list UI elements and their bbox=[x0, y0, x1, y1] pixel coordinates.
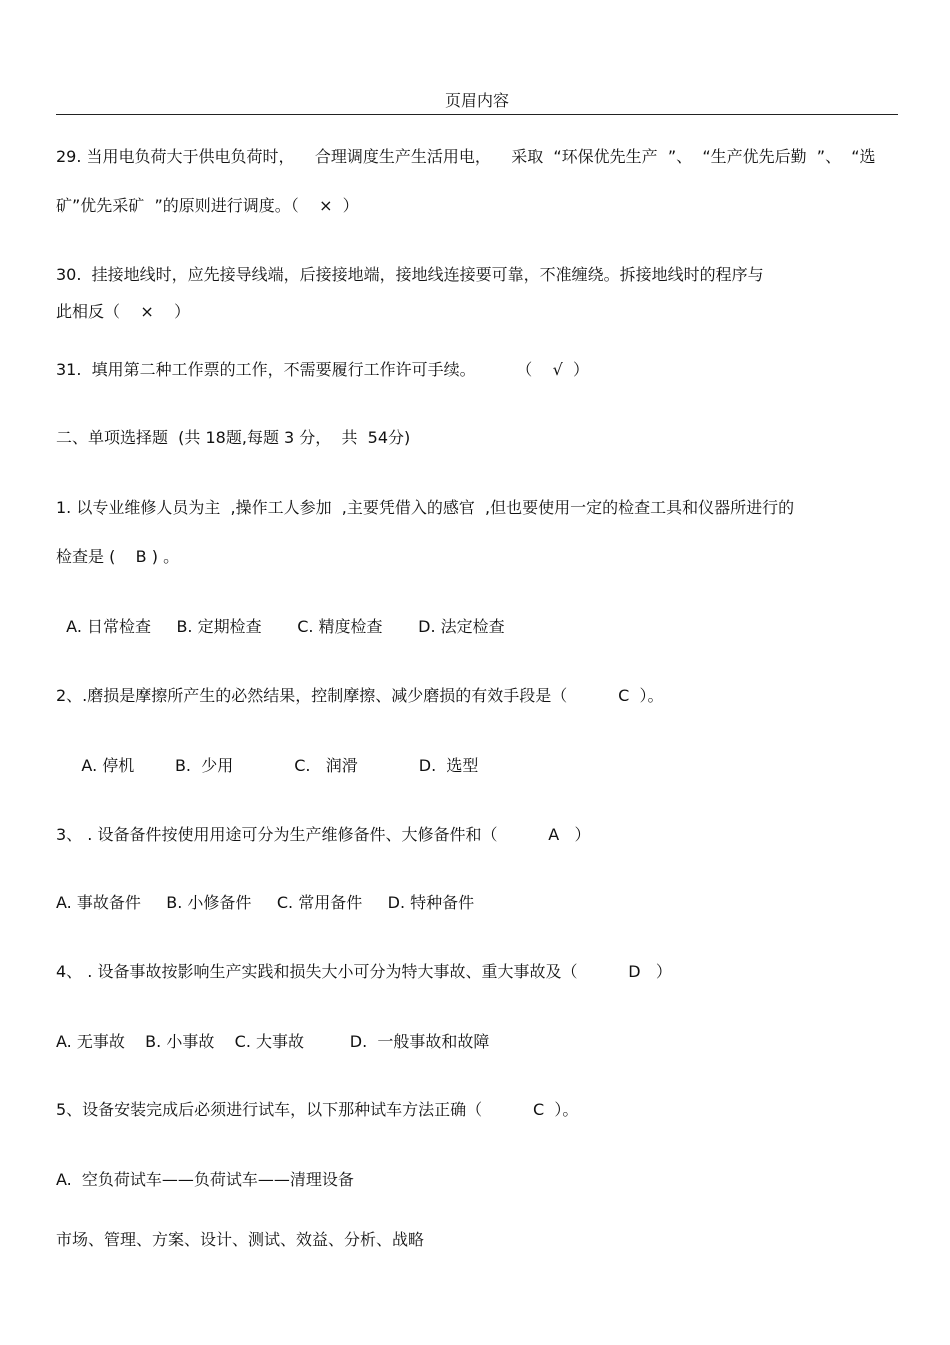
question-2: 2、.磨损是摩擦所产生的必然结果，控制摩擦、减少磨损的有效手段是（ C ）。 bbox=[56, 686, 664, 705]
question-4-options: A. 无事故 B. 小事故 C. 大事故 D. 一般事故和故障 bbox=[56, 1032, 490, 1051]
question-30-line-2: 此相反（ × ） bbox=[56, 302, 191, 321]
footer-keywords: 市场、管理、方案、设计、测试、效益、分析、战略 bbox=[56, 1230, 425, 1249]
question-1-options: A. 日常检查 B. 定期检查 C. 精度检查 D. 法定检查 bbox=[56, 617, 505, 636]
question-4: 4、 . 设备事故按影响生产实践和损失大小可分为特大事故、重大事故及（ D ） bbox=[56, 962, 672, 981]
question-31: 31. 填用第二种工作票的工作，不需要履行工作许可手续。 （ √ ） bbox=[56, 360, 590, 379]
question-29-line-1: 29. 当用电负荷大于供电负荷时， 合理调度生产生活用电， 采取 “环保优先生产 ”、 “生产优先后勤 ”、 “选 bbox=[56, 147, 876, 166]
question-1-line-2: 检查是 ( B ) 。 bbox=[56, 547, 180, 566]
question-3: 3、 . 设备备件按使用用途可分为生产维修备件、大修备件和（ A ） bbox=[56, 825, 591, 844]
page-header: 页眉内容 bbox=[444, 91, 509, 110]
question-2-options: A. 停机 B. 少用 C. 润滑 D. 选型 bbox=[56, 756, 479, 775]
question-3-options: A. 事故备件 B. 小修备件 C. 常用备件 D. 特种备件 bbox=[56, 893, 475, 912]
section-heading: 二、单项选择题 (共 18题,每题 3 分， 共 54分) bbox=[56, 428, 411, 447]
question-1-line-1: 1. 以专业维修人员为主 ,操作工人参加 ,主要凭借入的感官 ,但也要使用一定的检查工具和仪器所进行的 bbox=[56, 498, 795, 517]
question-30-line-1: 30. 挂接地线时，应先接导线端，后接接地端，接地线连接要可靠，不准缠绕。拆接地线时的程序与 bbox=[56, 265, 764, 284]
question-29-line-2: 矿”优先采矿 ”的原则进行调度。（ × ） bbox=[56, 196, 359, 215]
header-divider bbox=[56, 114, 898, 115]
question-5-option-a: A. 空负荷试车——负荷试车——清理设备 bbox=[56, 1170, 354, 1189]
question-5: 5、设备安装完成后必须进行试车，以下那种试车方法正确（ C ）。 bbox=[56, 1100, 579, 1119]
